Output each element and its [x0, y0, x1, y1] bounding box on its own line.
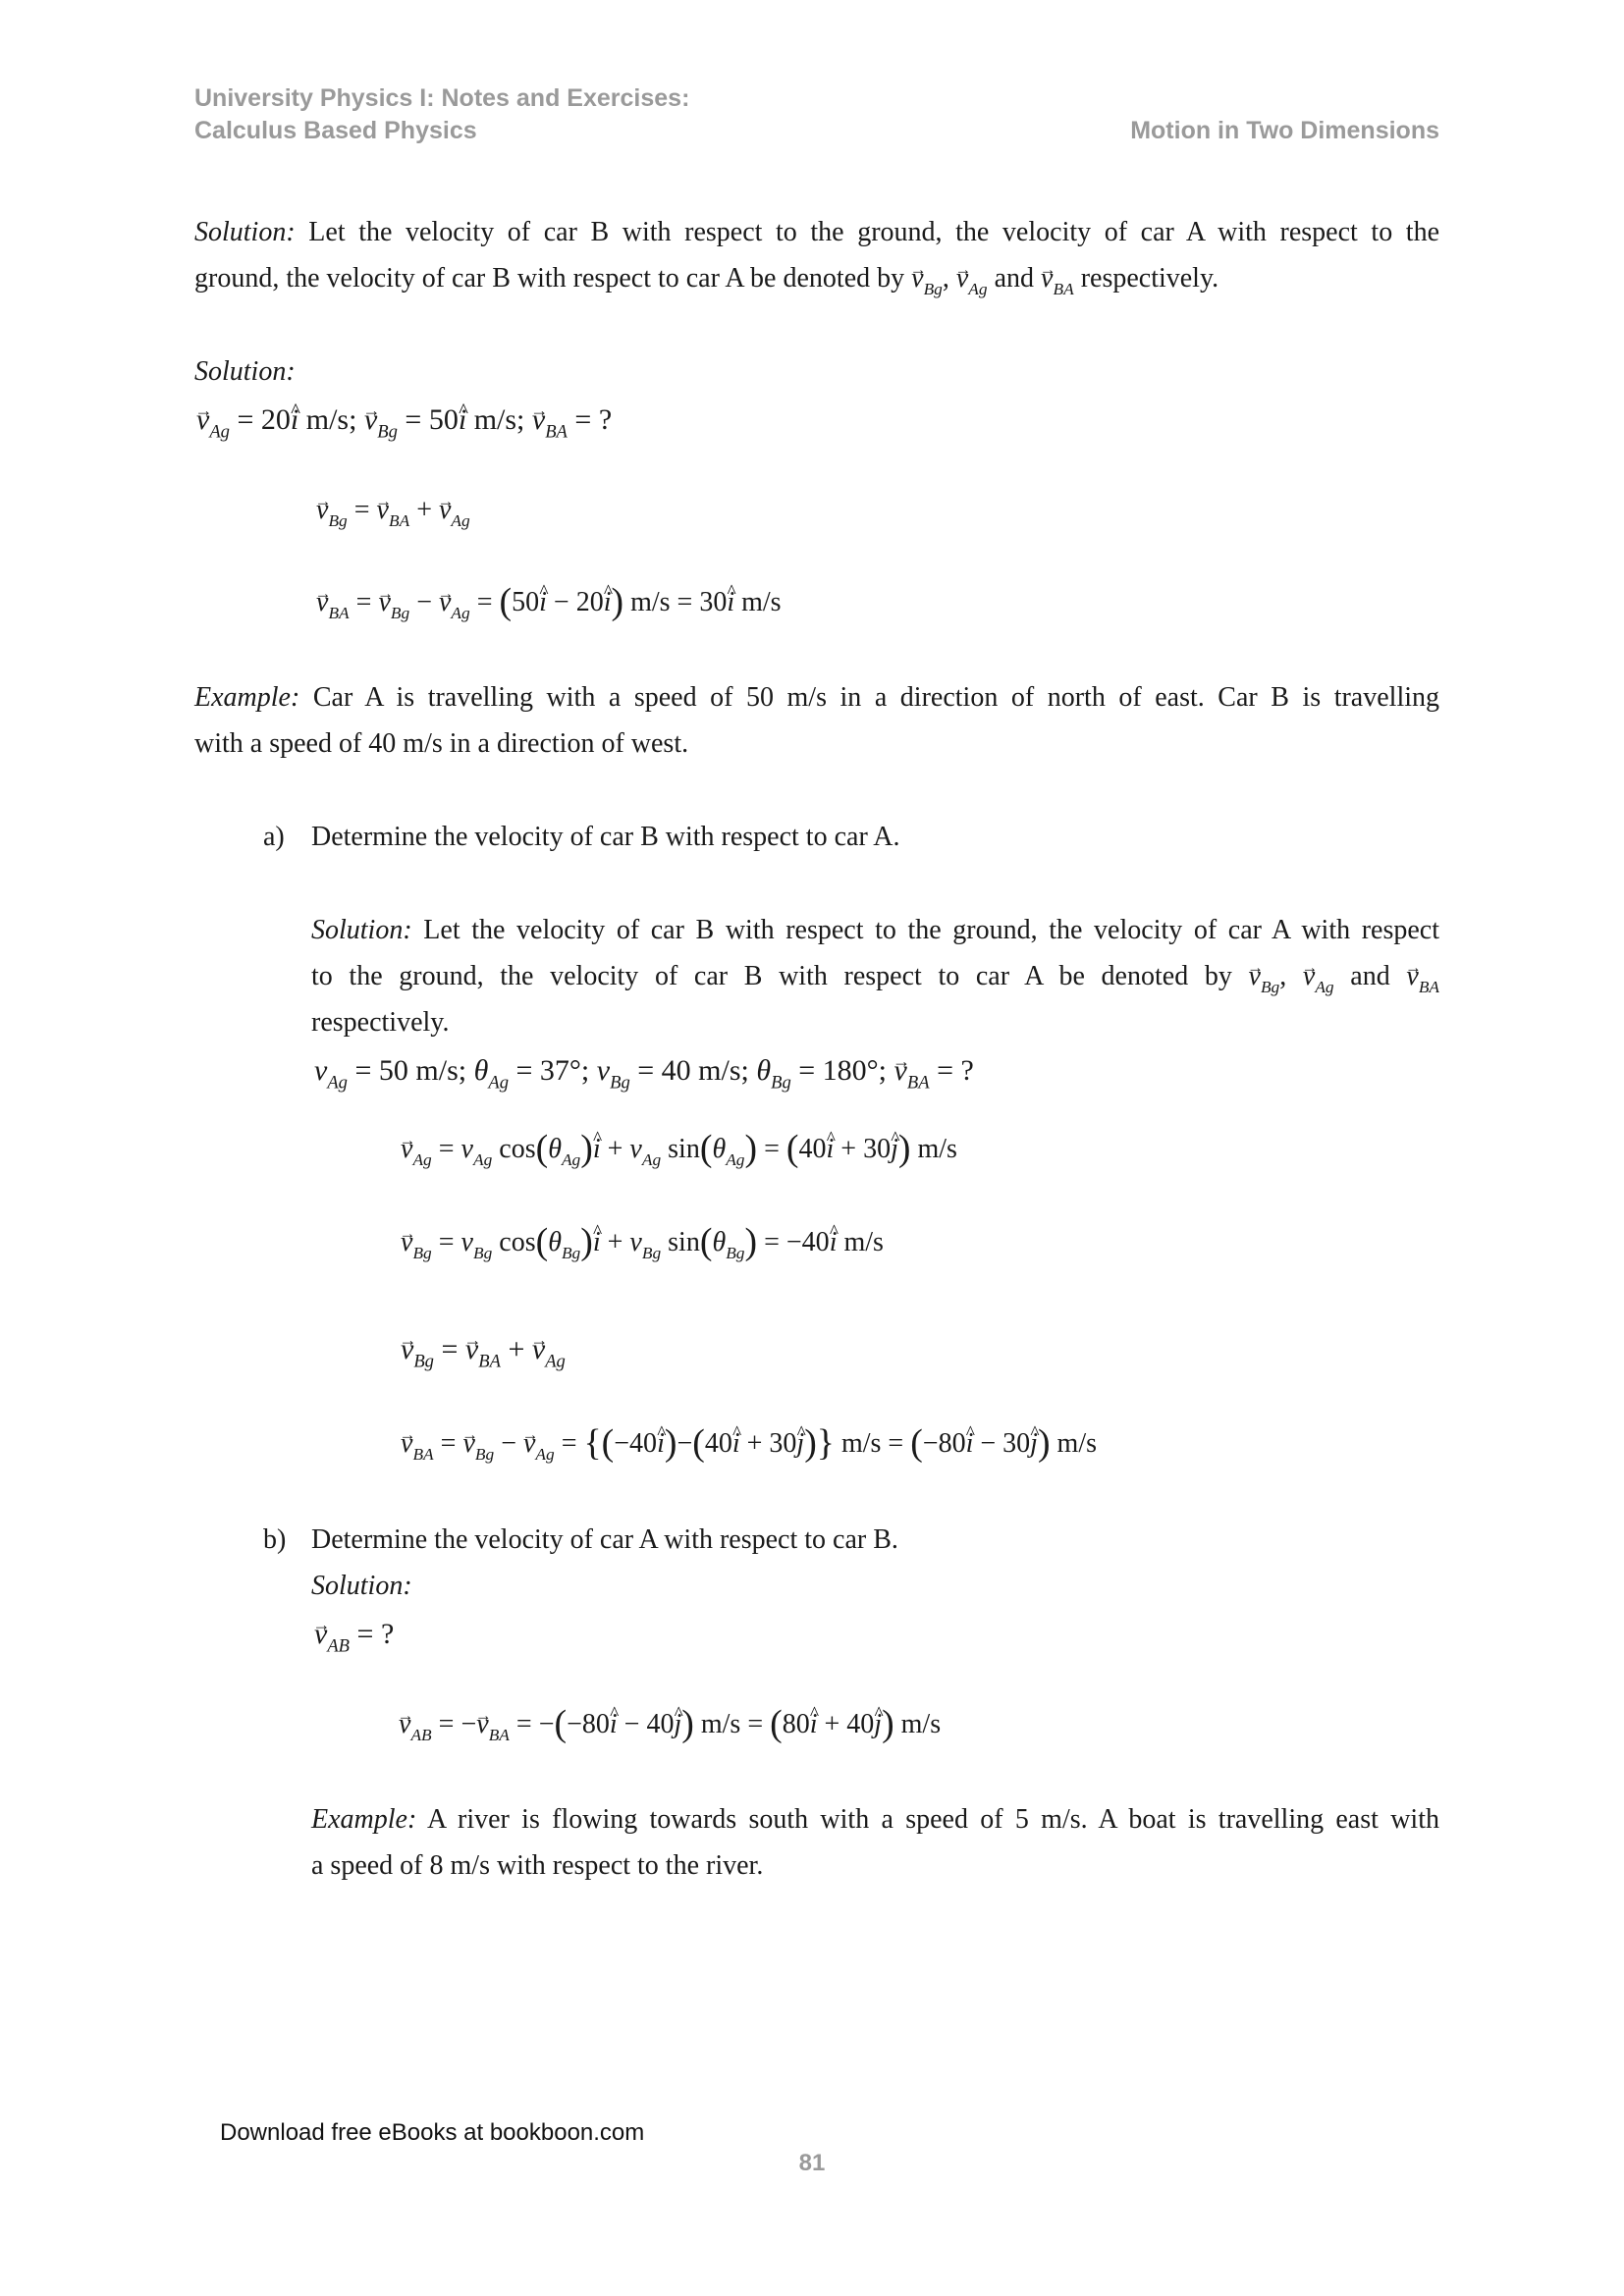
- solution1-and: and: [994, 263, 1035, 294]
- part-a-sol-text1: Let the velocity of car B with respect to the ground, the velocity of car A with respect: [423, 915, 1439, 945]
- given-vAg: 20: [260, 403, 291, 436]
- book-title-line2: Calculus Based Physics: [194, 117, 477, 144]
- solution2-label-row: [194, 348, 296, 395]
- part-a-solution-label: Solution:: [311, 915, 412, 945]
- part-b-unit1: m/s: [700, 1708, 741, 1739]
- example2-label: Example:: [311, 1804, 417, 1835]
- part-b-unit2: m/s: [900, 1708, 942, 1739]
- part-a-eq4-c: 30: [769, 1427, 797, 1459]
- part-a-eq1-j: 30: [863, 1133, 892, 1164]
- bookboon-download-link[interactable]: Download free eBooks at bookboon.com: [220, 2119, 645, 2146]
- part-b-question-eq: → $v_{AB}$ = ?: [314, 1615, 394, 1654]
- part-b-question: Determine the velocity of car A with respect to car B.: [311, 1524, 898, 1555]
- part-a-eq4-b: 40: [704, 1427, 732, 1459]
- part-b-a: −80: [567, 1708, 610, 1739]
- example1-line2: with a speed of 40 m/s in a direction of west.: [194, 728, 689, 759]
- part-a-sol-line1: [311, 907, 1439, 953]
- part-a-eq1: → $v_{Ag} = v_{Ag}$ $\cos(\theta_{Ag})\^{}$ $i + v_{Ag}$ $\sin(\theta_{Ag})$ = (40^ i + 30^ j) m/s: [401, 1129, 957, 1169]
- result-unit: m/s: [630, 586, 671, 617]
- part-a-eq2-result: = −40: [764, 1226, 830, 1257]
- part-a-given-thAg: = 37°;: [515, 1054, 590, 1087]
- result-a: 50: [512, 586, 540, 617]
- part-a-given-thBg: = 180°;: [798, 1054, 888, 1087]
- solution1-text2: ground, the velocity of car B with respect to car A be denoted by: [194, 263, 905, 294]
- part-b-d: 40: [846, 1708, 875, 1739]
- part-b-marker: b): [263, 1524, 287, 1555]
- part-a-question: Determine the velocity of car B with respect to car A.: [311, 822, 900, 852]
- solution1-end: respectively.: [1080, 263, 1219, 294]
- example1-label: Example:: [194, 682, 300, 713]
- part-a-given-vBg: = 40 m/s;: [637, 1054, 749, 1087]
- part-a-sol-text2: to the ground, the velocity of car B with respect to car A be denoted by: [311, 961, 1232, 991]
- solution1-line2: ground, the velocity of car B with respect to car A be denoted by → $v_{Bg}$, → $v_{Ag}$ and → $v_{BA}$ respectively.: [194, 255, 1439, 301]
- part-a-eq4-e: 30: [1002, 1427, 1031, 1459]
- solution2-eq1: → $v_{Bg}$ = → $v_{BA}$ + → $v_{Ag}$: [316, 491, 470, 530]
- part-a-sol-line3: respectively.: [311, 1007, 450, 1038]
- part-a-marker: a): [263, 822, 285, 852]
- part-a-eq4-unit2: m/s: [1056, 1427, 1098, 1459]
- given-vBg: 50: [428, 403, 459, 436]
- solution2-given: → $v_{Ag}$ = 20^ i m/s; → $v_{Bg}$ = 50^ i m/s; → $v_{BA}$ = ?: [196, 400, 612, 440]
- example1-line1: [194, 674, 1439, 721]
- given-unit-1: m/s;: [305, 403, 357, 436]
- part-b-question-value: = ?: [356, 1618, 395, 1650]
- part-a-eq4-d: −80: [922, 1427, 966, 1459]
- given-question: = ?: [574, 403, 613, 436]
- part-a-eq2: → $v_{Bg} = v_{Bg}$ $\cos(\theta_{Bg})\^{}$ $i + v_{Bg}$ $\sin(\theta_{Bg})$ = −40^ i m/s: [401, 1222, 884, 1262]
- solution2-label: Solution:: [194, 356, 296, 387]
- part-a-given: $v_{Ag} = 50$ m/s; $\theta_{Ag} = 37^\circ$; $v_{Bg} = 40$ m/s; $\theta_{Bg} = 180^\circ$; → $v_{BA}$ = ?: [314, 1051, 974, 1091]
- part-a-eq2-unit: m/s: [843, 1226, 884, 1257]
- part-a-eq1-unit: m/s: [917, 1133, 957, 1164]
- part-b-eq1: → $v_{AB}$ = −→ $v_{BA}$ = −(−80^ i − 40^ j) m/s = (80^ i + 40^ j) m/s: [399, 1704, 941, 1744]
- part-a-given-vAg: = 50 m/s;: [354, 1054, 467, 1087]
- part-a-eq4: → $v_{BA}$ = → $v_{Bg}$ − → $v_{Ag}$ = {(−40^ i)−(40^ i + 30^ j)} m/s = (−80^ i − 30^ j) m/s: [401, 1423, 1097, 1464]
- part-a-eq4-unit1: m/s: [840, 1427, 882, 1459]
- result-b: 20: [575, 586, 604, 617]
- result-unit2: m/s: [741, 586, 782, 617]
- solution1-label: Solution:: [194, 217, 296, 247]
- example2-line2: a speed of 8 m/s with respect to the river.: [311, 1850, 764, 1881]
- part-b-b: 40: [646, 1708, 675, 1739]
- part-b-solution-label: Solution:: [311, 1571, 412, 1601]
- part-a-eq4-a: −40: [614, 1427, 658, 1459]
- given-unit-2: m/s;: [473, 403, 525, 436]
- example1-text1: Car A is travelling with a speed of 50 m/s in a direction of north of east. Car B is travelling: [312, 682, 1440, 713]
- part-a-given-question: = ?: [937, 1054, 974, 1087]
- chapter-title: Motion in Two Dimensions: [1130, 117, 1439, 144]
- part-a-sol-line2: to the ground, the velocity of car B with respect to car A be denoted by → $v_{Bg}$, → $v_{Ag}$ and → $v_{BA}$: [311, 953, 1439, 999]
- book-title: [194, 82, 689, 147]
- result-value: 30: [699, 586, 728, 617]
- solution1-text1: Let the velocity of car B with respect to the ground, the velocity of car A with respect to the: [308, 217, 1439, 247]
- solution1-line1: [194, 209, 1439, 255]
- part-a-eq1-i: 40: [798, 1133, 827, 1164]
- book-title-line1: University Physics I: Notes and Exercises:: [194, 84, 690, 112]
- example2-text1: A river is flowing towards south with a speed of 5 m/s. A boat is travelling east with: [427, 1804, 1439, 1835]
- part-b-c: 80: [782, 1708, 810, 1739]
- solution2-eq2: → $v_{BA}$ = → $v_{Bg}$ − → $v_{Ag}$ = (50^ i − 20^ i) m/s = 30^ i m/s: [316, 582, 782, 622]
- part-a-eq3: → $v_{Bg}$ = → $v_{BA}$ + → $v_{Ag}$: [401, 1330, 566, 1369]
- example2-line1: [311, 1796, 1439, 1842]
- page-number: 81: [798, 2150, 826, 2176]
- part-a-sol-and: and: [1350, 961, 1390, 991]
- part-b-solution-label-row: [311, 1563, 412, 1609]
